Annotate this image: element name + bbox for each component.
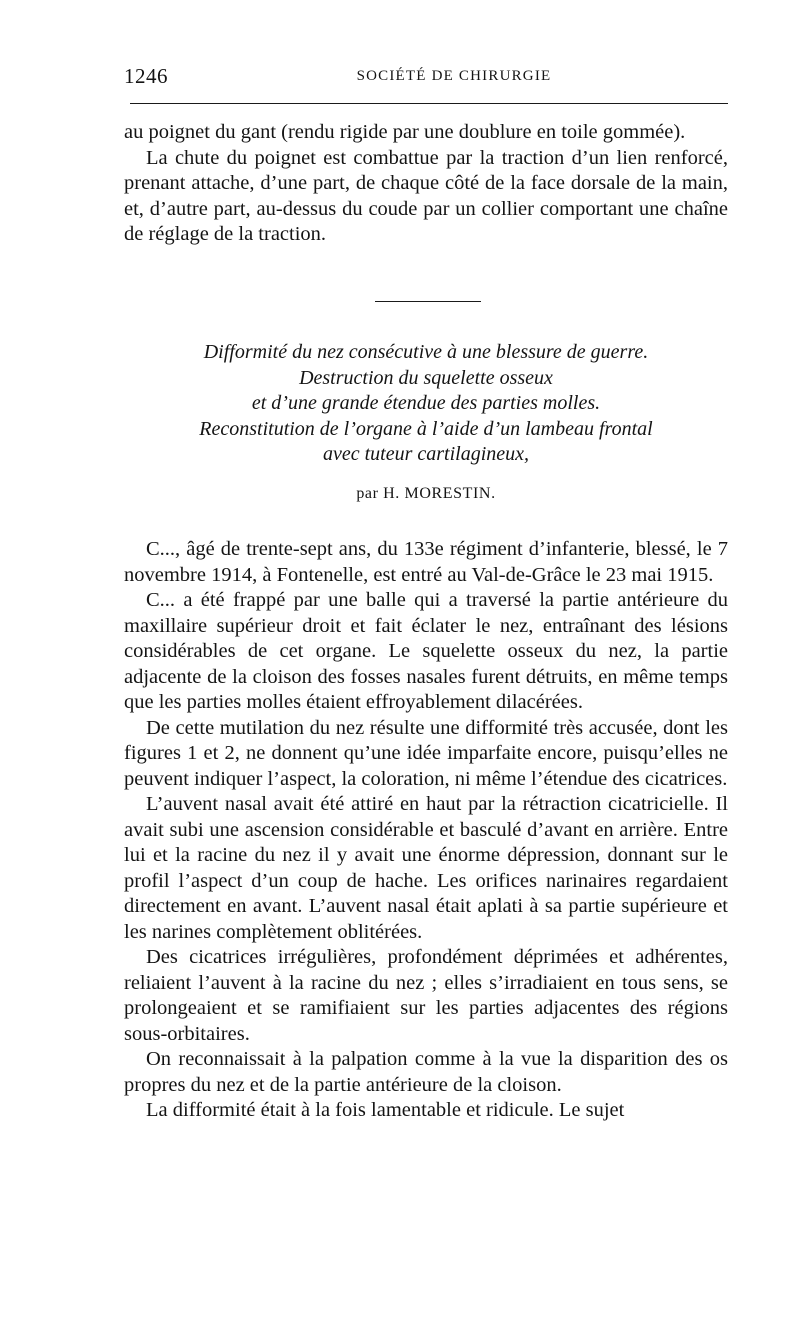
body-paragraph-4: L’auvent nasal avait été attiré en haut par la rétraction cicatricielle. Il avait subi une ascension considérable et basculé d’avant en arrière. Entre lui et la racine du nez il y avait une énorme dépression, donnant sur le profil l’aspect d’un coup de hache. Les orifices narinaires regardaient directement en avant. L’auvent nasal était aplati à sa partie supérieure et les narines complètement oblitérées. (124, 793, 728, 943)
body-paragraph-3: De cette mutilation du nez résulte une difformité très accusée, dont les figures 1 et 2, ne donnent qu’une idée imparfaite encore, puisqu’elles ne peuvent indiquer l’aspect, la coloration, ni même l’étendue des cicatrices. (124, 716, 728, 790)
body-paragraph-2: C... a été frappé par une balle qui a traversé la partie antérieure du maxillaire supérieur droit et fait éclater le nez, entraînant des lésions considérables de cet organe. Le squelette osseux du nez, la partie adjacente de la cloison des fosses nasales furent détruits, en même temps que les parties molles étaient effroyablement dilacérées. (124, 589, 728, 713)
section-separator-rule (375, 301, 481, 302)
body-paragraph-1: C..., âgé de trente-sept ans, du 133e régiment d’infanterie, blessé, le 7 novembre 1914, à Fontenelle, est entré au Val-de-Grâce le 23 mai 1915. (124, 538, 728, 586)
body-paragraph-7: La difformité était à la fois lamentable et ridicule. Le sujet (146, 1099, 625, 1121)
article-author: par H. MORESTIN. (356, 485, 496, 502)
body-paragraph-5: Des cicatrices irrégulières, profondément déprimées et adhérentes, reliaient l’auvent à la racine du nez ; elles s’irradiaient en tous sens, se prolongeaient et se ramifiaient sur les parties adjacentes des régions sous-orbitaires. (124, 946, 728, 1045)
preceding-paragraph-2: La chute du poignet est combattue par la traction d’un lien renforcé, prenant attache, d’une part, de chaque côté de la face dorsale de la main, et, d’autre part, au-dessus du coude par un collier comportant une chaîne de réglage de la traction. (124, 146, 728, 245)
article-body (124, 537, 728, 1124)
page-number: 1246 (124, 64, 168, 88)
article-title-line-1: Difformité du nez consécutive à une blessure de guerre. (203, 341, 649, 363)
preceding-text (124, 120, 728, 248)
article-title-line-3: et d’une grande étendue des parties molles. (251, 392, 601, 414)
article-title (124, 340, 728, 468)
preceding-paragraph-1: au poignet du gant (rendu rigide par une doublure en toile gommée). (124, 121, 686, 143)
journal-title: SOCIÉTÉ DE CHIRURGIE (356, 68, 552, 84)
article-title-line-2: Destruction du squelette osseux (299, 366, 553, 389)
body-paragraph-6: On reconnaissait à la palpation comme à la vue la disparition des os propres du nez et de la partie antérieure de la cloison. (124, 1048, 728, 1096)
article-title-line-4: Reconstitution de l’organe à l’aide d’un lambeau frontal (199, 417, 653, 440)
header-rule (130, 103, 728, 104)
running-head (124, 62, 728, 92)
article-title-line-5: avec tuteur cartilagineux, (322, 443, 530, 465)
